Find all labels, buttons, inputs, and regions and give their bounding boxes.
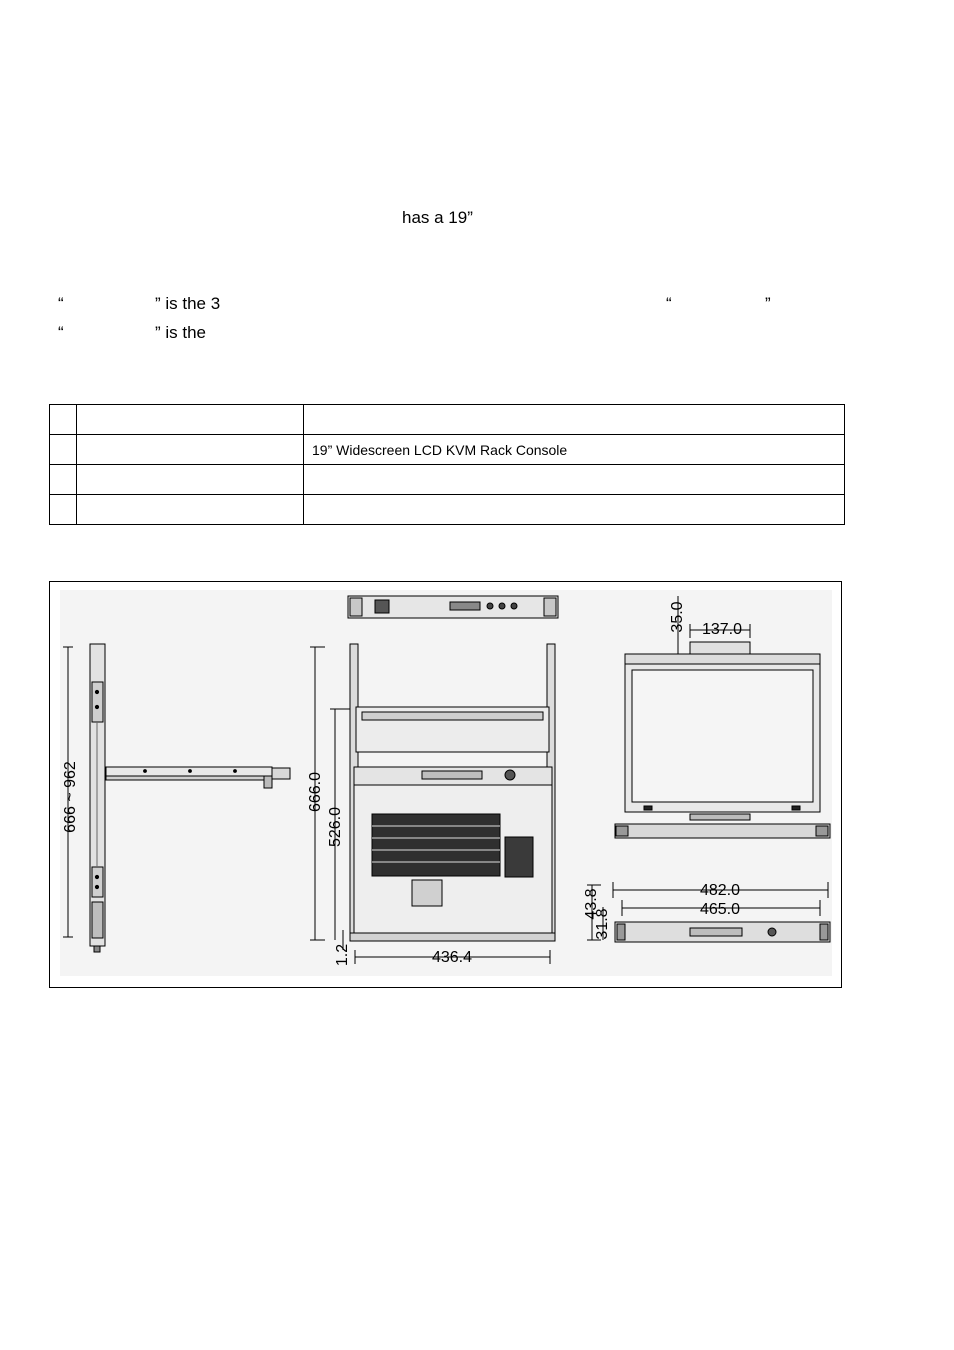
table-cell-value [304,465,845,495]
dim-front-width: 436.4 [431,949,473,966]
dim-rack-inner-height: 31.8 [594,908,611,940]
dim-front-height: 666.0 [307,771,324,813]
intro-line1-open-quote: “ [58,294,64,313]
dim-front-inner-height: 526.0 [327,806,344,848]
spec-table [49,404,845,525]
intro-line1-right-close-quote: ” [765,294,771,313]
table-cell-label [77,405,304,435]
intro-fragment-has-a: has a 19” [402,208,473,227]
dim-top-offset: 35.0 [669,601,686,633]
table-row [50,435,845,465]
table-cell-value: 19” Widescreen LCD KVM Rack Console [304,435,845,465]
table-row [50,495,845,525]
table-cell-num [50,465,77,495]
table-cell-label [77,465,304,495]
dim-rack-height: 43.8 [583,888,600,920]
table-cell-value [304,495,845,525]
dimension-drawing [49,581,842,988]
table-row [50,465,845,495]
intro-line1-text: ” is the 3 [155,294,221,313]
table-cell-num [50,435,77,465]
table-cell-label [77,495,304,525]
dim-side-length: 666 ~ 962 [62,761,79,833]
dim-rack-inner-width: 465.0 [699,901,741,918]
table-cell-label [77,435,304,465]
intro-line2-open-quote: “ [58,323,64,342]
top-view [348,596,558,618]
table-row [50,405,845,435]
dim-rack-width: 482.0 [699,882,741,899]
intro-line1-right-open-quote: “ [666,294,672,313]
dim-handle-width: 137.0 [701,621,743,638]
table-cell-value [304,405,845,435]
intro-line2-text: ” is the [155,323,207,342]
table-cell-num [50,405,77,435]
table-cell-num [50,495,77,525]
dim-front-bottom-gap: 1.2 [334,943,351,967]
